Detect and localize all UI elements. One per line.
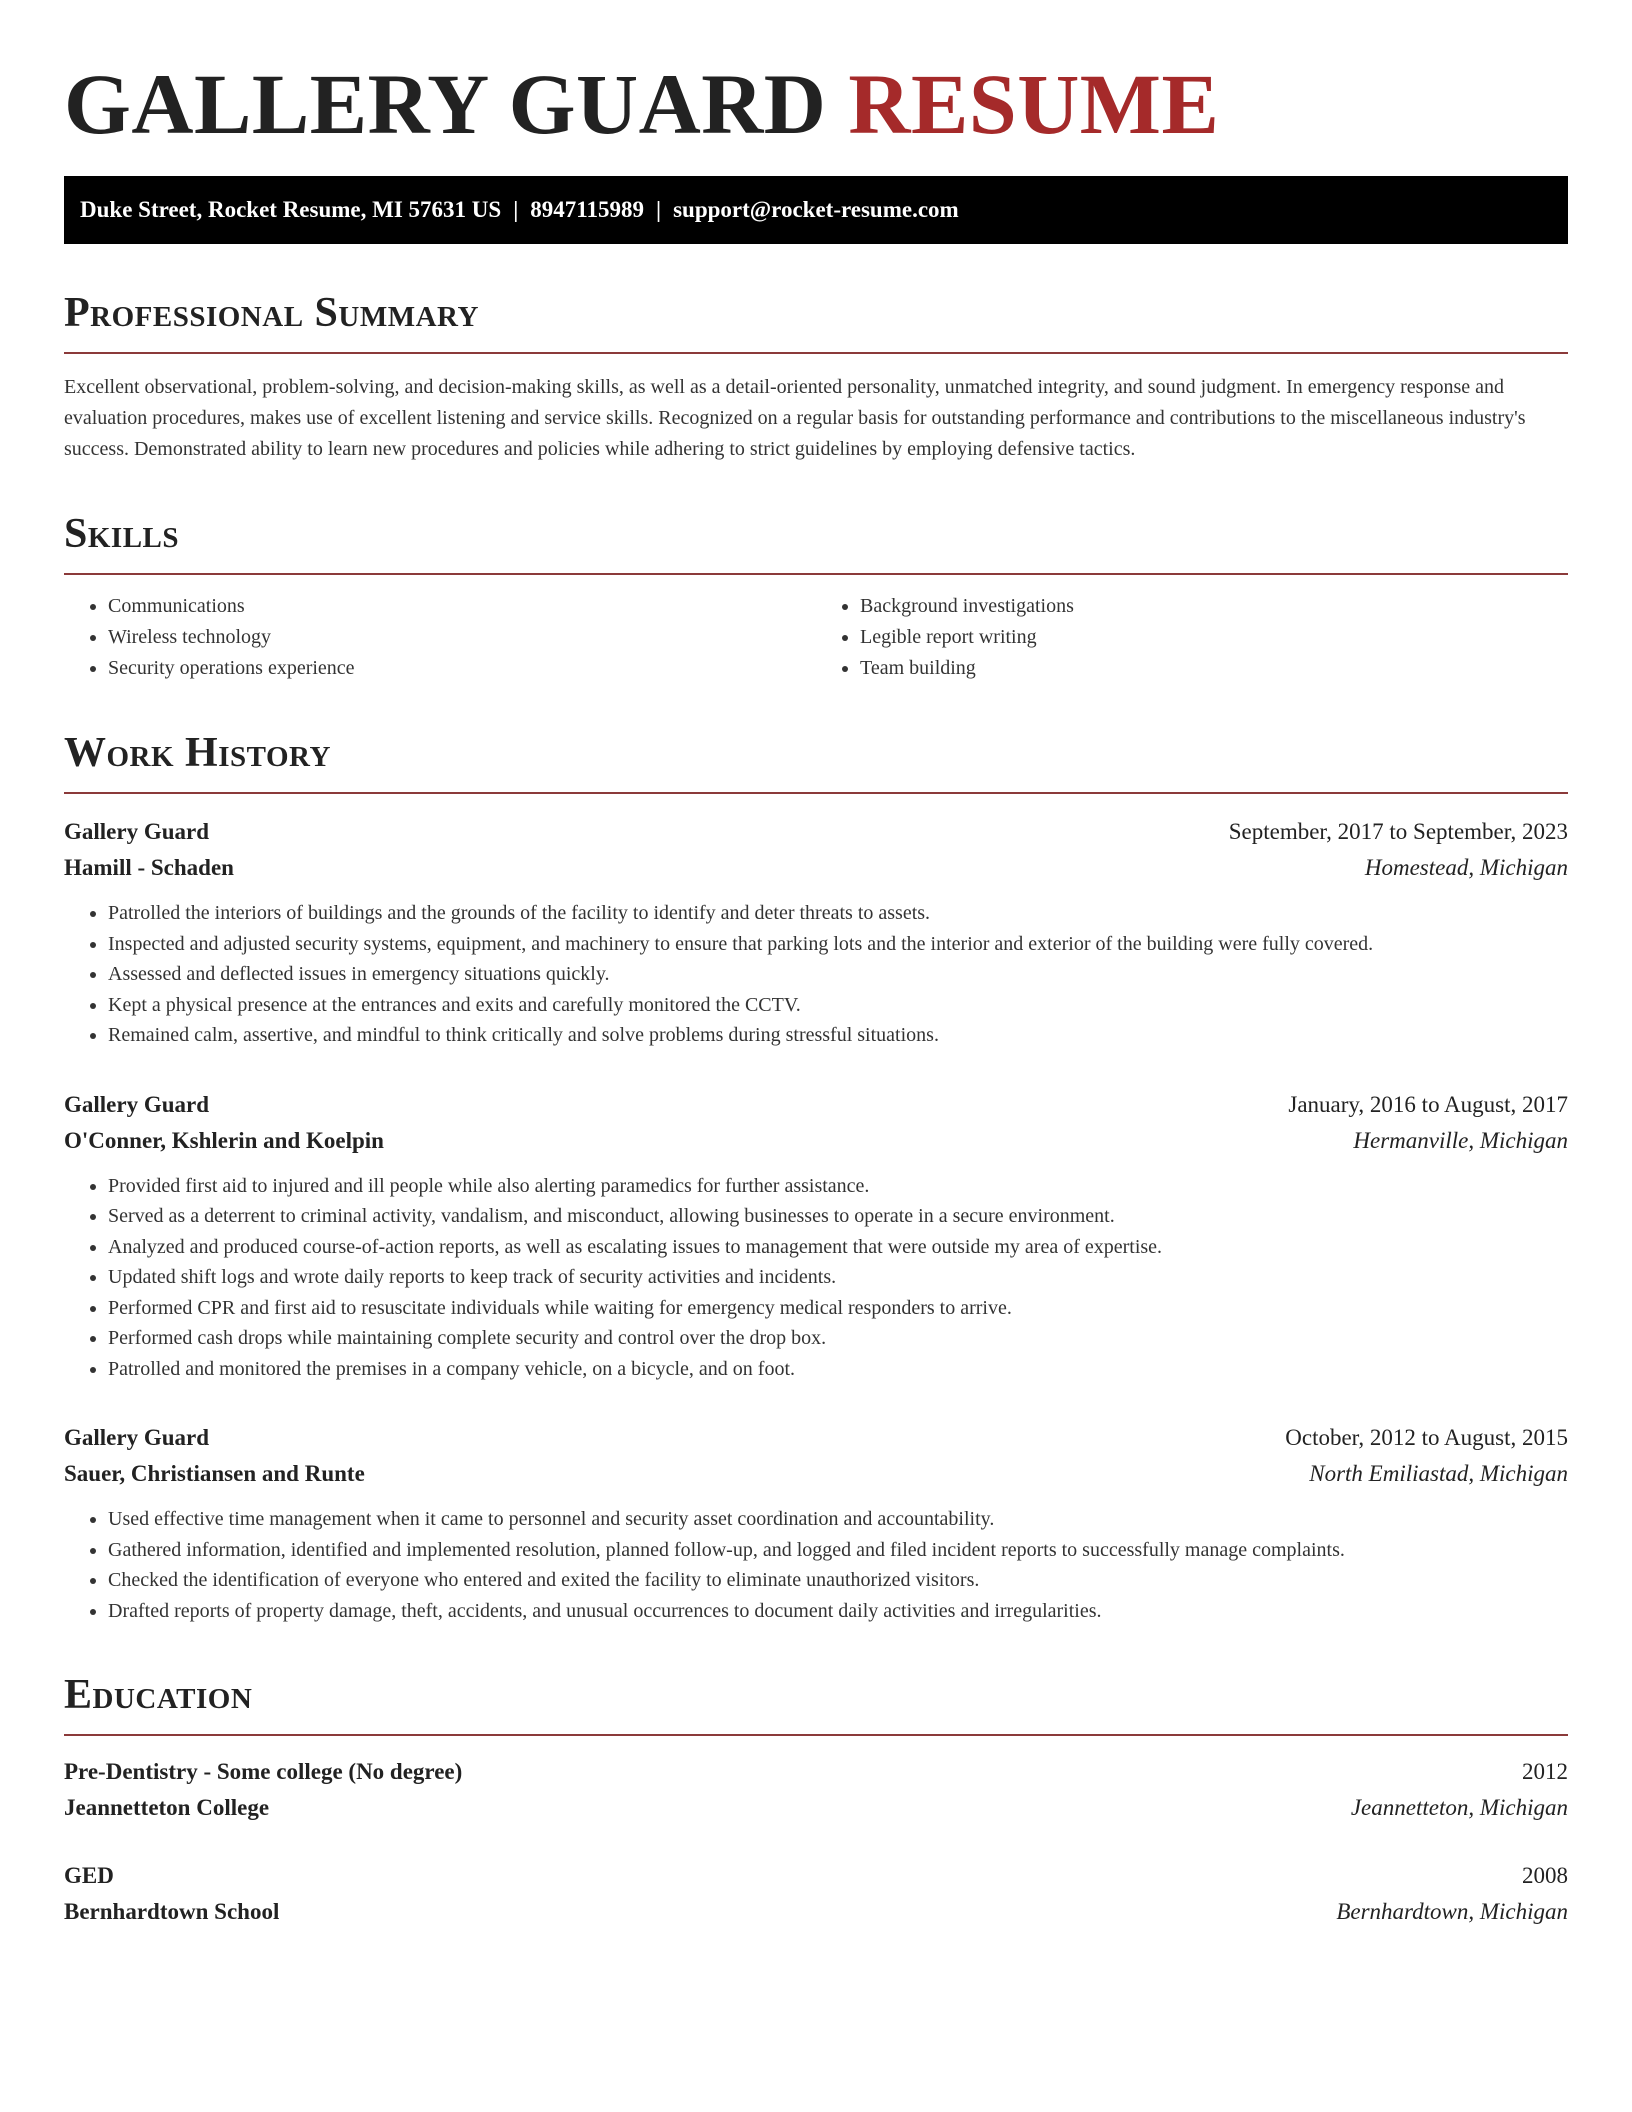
skills-column-right (816, 591, 1568, 684)
education-entry (64, 1754, 1568, 1826)
education-degree: Pre-Dentistry - Some college (No degree) (64, 1759, 463, 1784)
skill-item: • Team building (860, 653, 1568, 684)
contact-separator: | (513, 197, 519, 222)
work-history-section (64, 728, 1568, 1626)
summary-section (64, 288, 1568, 465)
job-entry (64, 1087, 1568, 1385)
section-divider (64, 1734, 1568, 1736)
job-duty: • Checked the identification of everyone who entered and exited the facility to eliminate unauthorized visitors. (108, 1565, 1568, 1596)
job-dates: October, 2012 to August, 2015 (1285, 1425, 1568, 1450)
title-main: GALLERY GUARD (64, 56, 827, 152)
summary-heading: Professional Summary (64, 290, 479, 336)
contact-address: Duke Street, Rocket Resume, MI 57631 US (80, 197, 502, 222)
job-duties (64, 898, 1568, 1051)
title-accent: RESUME (848, 56, 1220, 152)
job-dates: January, 2016 to August, 2017 (1288, 1091, 1568, 1117)
job-duty: • Performed cash drops while maintaining complete security and control over the drop box. (108, 1323, 1568, 1354)
job-duty: • Drafted reports of property damage, theft, accidents, and unusual occurrences to document daily activities and irregularities. (108, 1596, 1568, 1627)
education-location: Jeannetteton, Michigan (1350, 1795, 1568, 1820)
job-duty: • Used effective time management when it came to personnel and security asset coordination and accountability. (108, 1504, 1568, 1535)
job-title: Gallery Guard (64, 1091, 210, 1117)
job-company: O'Conner, Kshlerin and Koelpin (64, 1127, 384, 1153)
job-company: Sauer, Christiansen and Runte (64, 1461, 365, 1486)
job-duty: • Performed CPR and first aid to resuscitate individuals while waiting for emergency medical responders to arrive. (108, 1293, 1568, 1324)
skill-item: • Security operations experience (108, 653, 816, 684)
job-duty: • Inspected and adjusted security systems, equipment, and machinery to ensure that parking lots and the interior and exterior of the building were fully covered. (108, 929, 1568, 960)
skill-item: • Legible report writing (860, 622, 1568, 653)
education-heading: Education (64, 1672, 253, 1718)
resume-page (64, 0, 1568, 1930)
skills-list (64, 591, 1568, 684)
job-location: Hermanville, Michigan (1353, 1127, 1568, 1153)
job-location: North Emiliastad, Michigan (1309, 1461, 1568, 1486)
job-duty: • Analyzed and produced course-of-action reports, as well as escalating issues to management that were outside my area of expertise. (108, 1232, 1568, 1263)
skills-section (64, 509, 1568, 684)
education-school: Bernhardtown School (64, 1899, 280, 1924)
education-year: 2012 (1522, 1759, 1568, 1784)
job-duty: • Provided first aid to injured and ill people while also alerting paramedics for further assistance. (108, 1171, 1568, 1202)
job-location: Homestead, Michigan (1364, 855, 1568, 880)
job-duty: • Assessed and deflected issues in emergency situations quickly. (108, 959, 1568, 990)
skill-item: • Wireless technology (108, 622, 816, 653)
contact-email: support@rocket-resume.com (673, 197, 959, 222)
job-duty: • Patrolled and monitored the premises in a company vehicle, on a bicycle, and on foot. (108, 1354, 1568, 1385)
job-duty: • Patrolled the interiors of buildings and the grounds of the facility to identify and deter threats to assets. (108, 898, 1568, 929)
contact-separator: | (656, 197, 662, 222)
job-duty: • Served as a deterrent to criminal activity, vandalism, and misconduct, allowing businesses to operate in a secure environment. (108, 1201, 1568, 1232)
skill-item: • Communications (108, 591, 816, 622)
education-entry (64, 1858, 1568, 1930)
job-duty: • Gathered information, identified and implemented resolution, planned follow-up, and logged and filed incident reports to successfully manage complaints. (108, 1535, 1568, 1566)
job-duty: • Updated shift logs and wrote daily reports to keep track of security activities and incidents. (108, 1262, 1568, 1293)
job-company: Hamill - Schaden (64, 855, 234, 880)
job-dates: September, 2017 to September, 2023 (1228, 819, 1568, 844)
section-divider (64, 352, 1568, 354)
skills-heading: Skills (64, 511, 180, 557)
job-duty: • Remained calm, assertive, and mindful to think critically and solve problems during stressful situations. (108, 1020, 1568, 1051)
job-title: Gallery Guard (64, 1425, 210, 1450)
summary-text: Excellent observational, problem-solving, and decision-making skills, as well as a detail-oriented personality, unmatched integrity, and sound judgment. In emergency response and evaluation procedures, makes use of excellent listening and service skills. Recognized on a regular basis for outstanding performance and contributions to the miscellaneous industry's success. Demonstrated ability to learn new procedures and policies while adhering to strict guidelines by employing defensive tactics. (64, 376, 1526, 460)
job-duty: • Kept a physical presence at the entrances and exits and carefully monitored the CCTV. (108, 990, 1568, 1021)
job-entry (64, 814, 1568, 1051)
education-location: Bernhardtown, Michigan (1336, 1899, 1568, 1924)
education-school: Jeannetteton College (64, 1795, 270, 1820)
section-divider (64, 792, 1568, 794)
contact-phone: 8947115989 (530, 197, 644, 222)
education-degree: GED (64, 1863, 114, 1888)
job-title: Gallery Guard (64, 819, 210, 844)
education-year: 2008 (1522, 1863, 1568, 1888)
job-entry (64, 1420, 1568, 1626)
work-history-heading: Work History (64, 730, 331, 776)
job-duties (64, 1171, 1568, 1385)
resume-title (64, 54, 1568, 154)
skills-column-left (64, 591, 816, 684)
job-duties (64, 1504, 1568, 1626)
section-divider (64, 573, 1568, 575)
education-section (64, 1670, 1568, 1930)
contact-bar (64, 176, 1568, 244)
skill-item: • Background investigations (860, 591, 1568, 622)
